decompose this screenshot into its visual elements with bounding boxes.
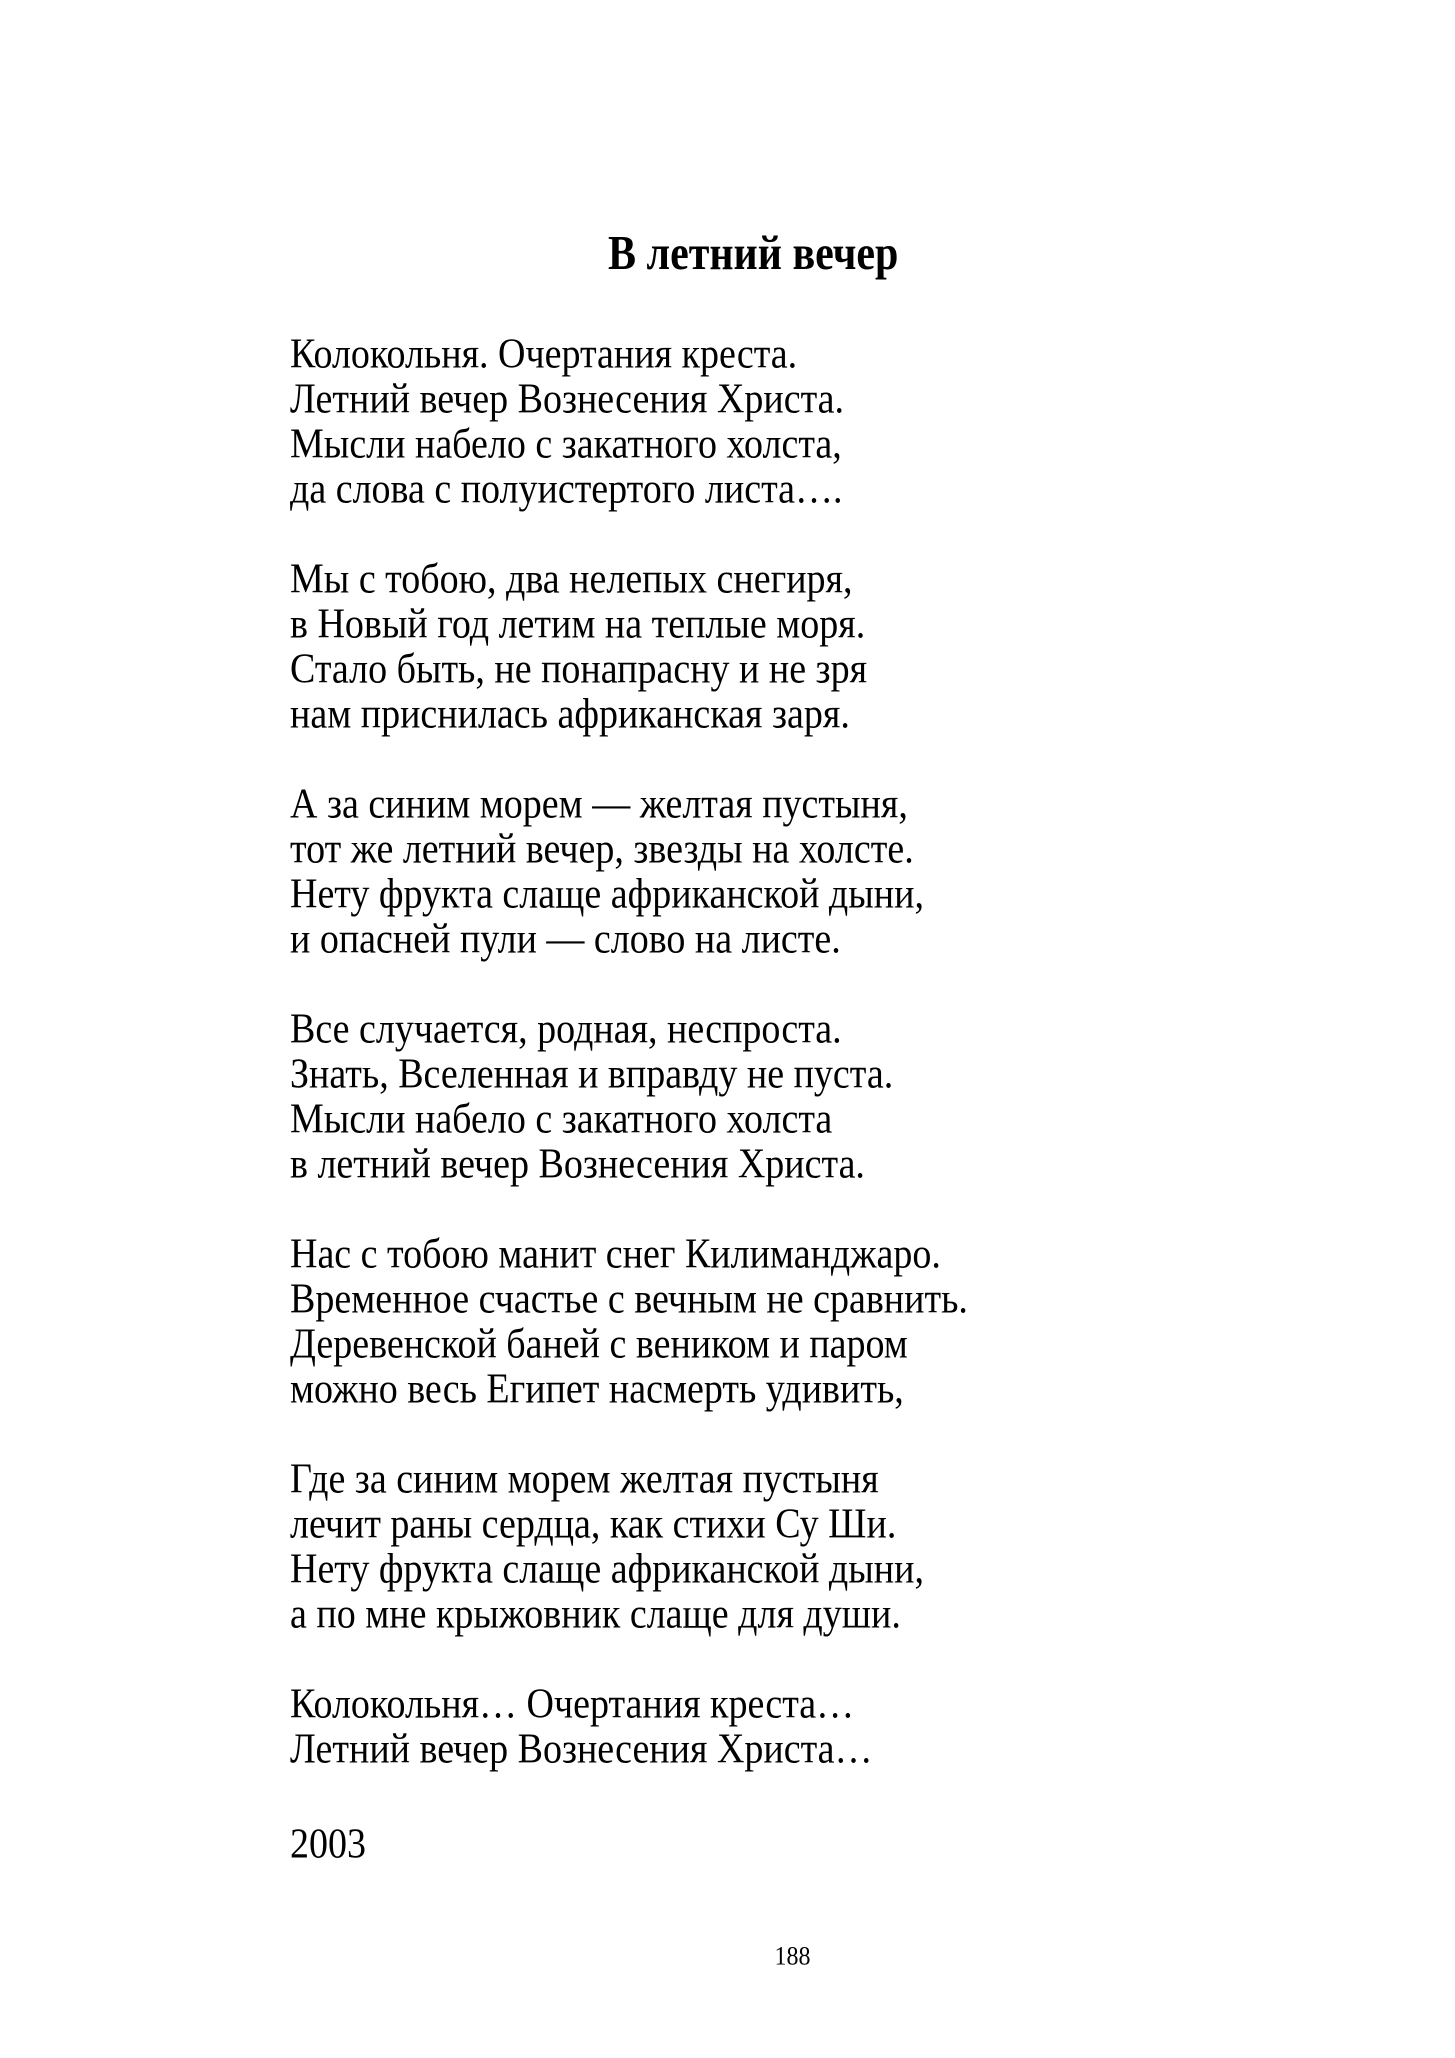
poem-body	[290, 332, 968, 1817]
poem-line: Стало быть, не понапрасну и не зря	[290, 645, 868, 693]
poem-line: Временное счастье с вечным не сравнить.	[290, 1275, 968, 1323]
poem-line: Мысли набело с закатного холста	[290, 1095, 833, 1143]
poem-line: Колокольня… Очертания креста…	[290, 1680, 855, 1728]
poem-line: да слова с полуистертого листа….	[290, 465, 843, 513]
poem-line: Нас с тобою манит снег Килиманджаро.	[290, 1230, 941, 1278]
poem-line: Нету фрукта слаще африканской дыни,	[290, 1545, 924, 1593]
poem-line: Колокольня. Очертания креста.	[290, 330, 798, 378]
stanza-2	[290, 557, 968, 737]
stanza-4	[290, 1007, 968, 1187]
stanza-5	[290, 1232, 968, 1412]
poem-line: А за синим морем — желтая пустыня,	[290, 780, 908, 828]
poem-line: Знать, Вселенная и вправду не пуста.	[290, 1050, 894, 1098]
poem-line: и опасней пули — слово на листе.	[290, 915, 841, 963]
poem-line: Все случается, родная, неспроста.	[290, 1005, 842, 1053]
stanza-1	[290, 332, 968, 512]
poem-line: тот же летний вечер, звезды на холсте.	[290, 825, 914, 873]
poem-line: можно весь Египет насмерть удивить,	[290, 1365, 904, 1413]
poem-line: Где за синим морем желтая пустыня	[290, 1455, 879, 1503]
stanza-6	[290, 1457, 968, 1637]
page-number: 188	[774, 1942, 811, 1972]
poem-year: 2003	[290, 1820, 366, 1868]
poem-line: а по мне крыжовник слаще для души.	[290, 1590, 901, 1638]
stanza-7	[290, 1682, 968, 1772]
poem-line: в летний вечер Вознесения Христа.	[290, 1140, 865, 1188]
poem-line: нам приснилась африканская заря.	[290, 690, 850, 738]
stanza-3	[290, 782, 968, 962]
poem-line: Мысли набело с закатного холста,	[290, 420, 842, 468]
poem-line: в Новый год летим на теплые моря.	[290, 600, 866, 648]
poem-line: Летний вечер Вознесения Христа.	[290, 375, 845, 423]
poem-title: В летний вечер	[608, 227, 899, 281]
poem-line: Нету фрукта слаще африканской дыни,	[290, 870, 924, 918]
poem-line: Деревенской баней с веником и паром	[290, 1320, 908, 1368]
poem-line: Летний вечер Вознесения Христа…	[290, 1725, 873, 1773]
poem-line: Мы с тобою, два нелепых снегиря,	[290, 555, 853, 603]
poem-line: лечит раны сердца, как стихи Су Ши.	[290, 1500, 897, 1548]
